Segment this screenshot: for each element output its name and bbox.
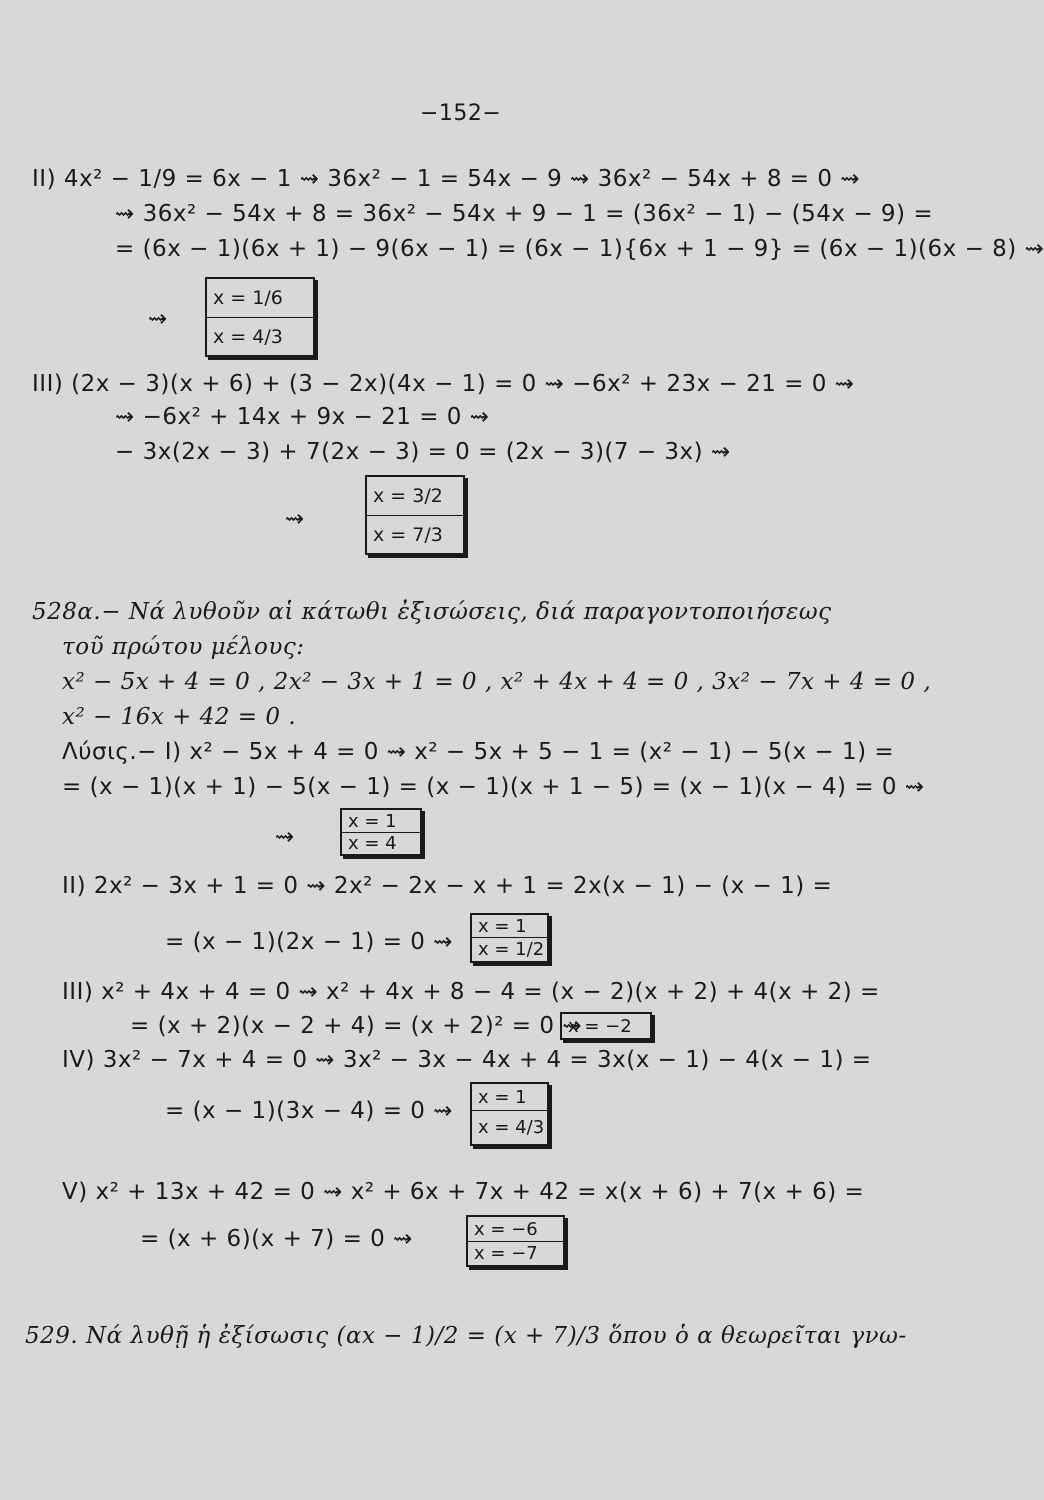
section-ii-result-box [205,277,315,357]
section-iii-arrow-icon: ⇝ [285,506,305,532]
solution-iii-line-2: = (x + 2)(x − 2 + 4) = (x + 2)² = 0 ⇝ [130,1013,583,1039]
result-row: x = −7 [468,1241,563,1265]
result-row: x = 4/3 [472,1110,547,1144]
solution-v-line-1: V) x² + 13x + 42 = 0 ⇝ x² + 6x + 7x + 42 = x(x + 6) + 7(x + 6) = [62,1179,865,1205]
problem-529-line: 529. Νά λυθῇ ἡ ἐξίσωσις (αx − 1)/2 = (x + 7)/3 ὅπου ὁ α θεωρεῖται γνω- [25,1323,907,1349]
result-row: x = 1 [478,915,527,937]
section-iii-line-3: − 3x(2x − 3) + 7(2x − 3) = 0 = (2x − 3)(7 − 3x) ⇝ [115,439,731,465]
solution-v-result-box [466,1215,565,1267]
solution-ii-result-box [470,913,549,963]
solution-ii-line-2: = (x − 1)(2x − 1) = 0 ⇝ [165,929,453,955]
result-row: x = 3/2 [373,485,443,507]
page-number: −152− [420,101,502,126]
result-row: x = 1/6 [213,287,283,309]
section-iii-result-box [365,475,465,555]
solution-iv-result-box [470,1082,549,1146]
solution-i-line-1: Λύσις.− I) x² − 5x + 4 = 0 ⇝ x² − 5x + 5 − 1 = (x² − 1) − 5(x − 1) = [62,739,895,765]
section-iii-line-1: III) (2x − 3)(x + 6) + (3 − 2x)(4x − 1) = 0 ⇝ −6x² + 23x − 21 = 0 ⇝ [32,371,855,397]
solution-iii-line-1: III) x² + 4x + 4 = 0 ⇝ x² + 4x + 8 − 4 = (x − 2)(x + 2) + 4(x + 2) = [62,979,880,1005]
result-row: x = −6 [474,1218,538,1240]
solution-i-result-box [340,808,422,856]
section-ii-line-3: = (6x − 1)(6x + 1) − 9(6x − 1) = (6x − 1){6x + 1 − 9} = (6x − 1)(6x − 8) ⇝ [115,236,1044,262]
solution-iv-line-1: IV) 3x² − 7x + 4 = 0 ⇝ 3x² − 3x − 4x + 4 = 3x(x − 1) − 4(x − 1) = [62,1047,872,1073]
result-row: x = 4/3 [207,317,313,355]
solution-v-line-2: = (x + 6)(x + 7) = 0 ⇝ [140,1226,413,1252]
result-row: x = −2 [568,1015,632,1037]
solution-i-arrow-icon: ⇝ [275,824,295,850]
result-row: x = 1/2 [472,937,547,961]
problem-528a-heading-2: τοῦ πρώτου μέλους: [62,634,305,660]
solution-iii-result-box [560,1012,652,1040]
problem-528a-equations-1: x² − 5x + 4 = 0 , 2x² − 3x + 1 = 0 , x² + 4x + 4 = 0 , 3x² − 7x + 4 = 0 , [62,669,932,695]
solution-ii-line-1: II) 2x² − 3x + 1 = 0 ⇝ 2x² − 2x − x + 1 = 2x(x − 1) − (x − 1) = [62,873,833,899]
section-ii-line-1: II) 4x² − 1/9 = 6x − 1 ⇝ 36x² − 1 = 54x − 9 ⇝ 36x² − 54x + 8 = 0 ⇝ [32,166,861,192]
result-row: x = 1 [348,810,397,832]
result-row: x = 1 [478,1086,527,1108]
problem-528a-equations-2: x² − 16x + 42 = 0 . [62,704,297,730]
solution-iv-line-2: = (x − 1)(3x − 4) = 0 ⇝ [165,1098,453,1124]
result-row: x = 7/3 [367,515,463,553]
problem-528a-heading: 528α.− Νά λυθοῦν αἱ κάτωθι ἐξισώσεις, διά παραγοντοποιήσεως [32,599,832,625]
section-ii-line-2: ⇝ 36x² − 54x + 8 = 36x² − 54x + 9 − 1 = (36x² − 1) − (54x − 9) = [115,201,934,227]
section-iii-line-2: ⇝ −6x² + 14x + 9x − 21 = 0 ⇝ [115,404,490,430]
result-row: x = 4 [342,832,420,854]
section-ii-arrow-icon: ⇝ [148,306,168,332]
solution-i-line-2: = (x − 1)(x + 1) − 5(x − 1) = (x − 1)(x + 1 − 5) = (x − 1)(x − 4) = 0 ⇝ [62,774,925,800]
